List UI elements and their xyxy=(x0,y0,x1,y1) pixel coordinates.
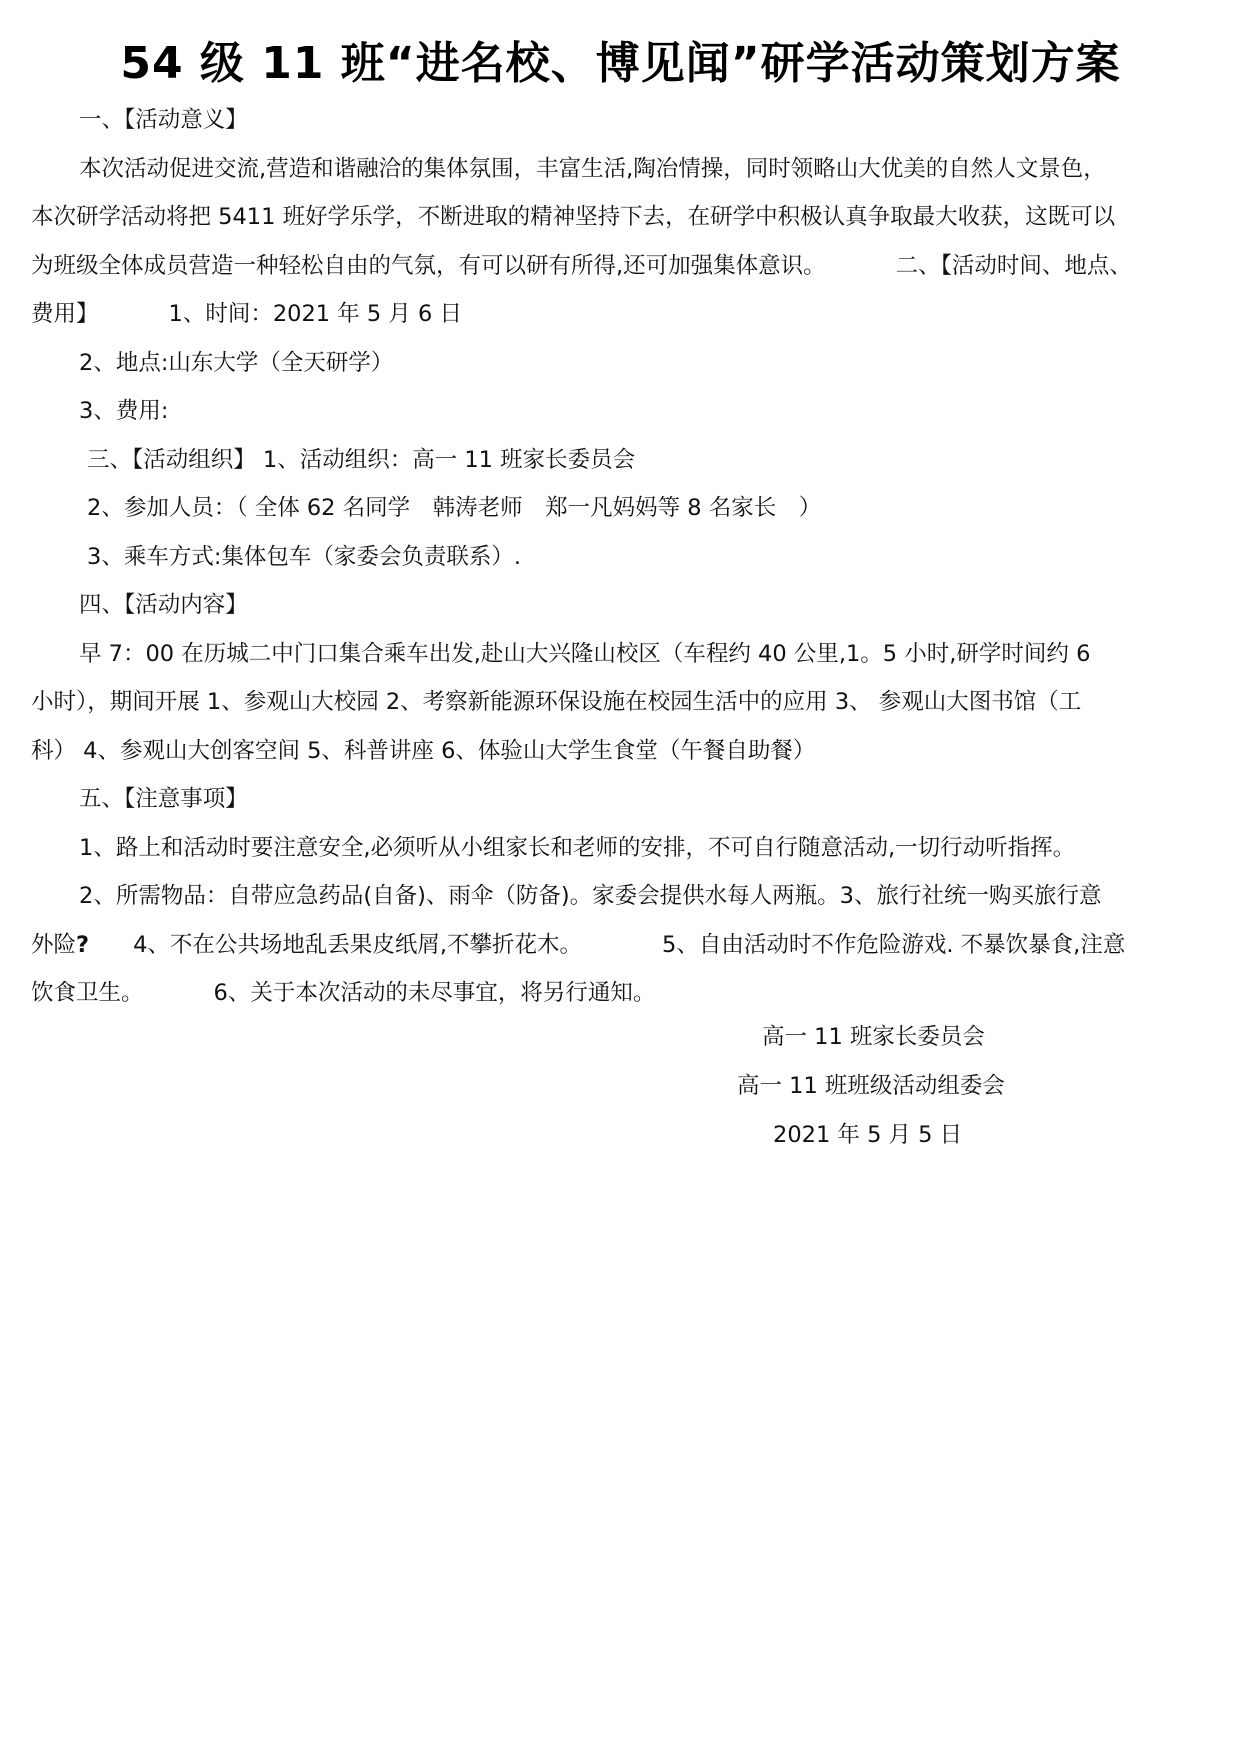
section-heading-cost: 费用】 xyxy=(31,301,99,327)
section-heading-organization: 三、【活动组织】 1、活动组织：高一 11 班家长委员会 xyxy=(87,446,636,473)
note-text: 5、自由活动时不作危险游戏. 不暴饮暴食,注意 xyxy=(662,931,1126,958)
participants-item: 2、参加人员：（ 全体 62 名同学 韩涛老师 郑一凡妈妈等 8 名家长 ） xyxy=(87,495,822,521)
signature-block xyxy=(0,1013,1241,1160)
note-item xyxy=(31,921,1221,970)
section-heading-content: 四、【活动内容】 xyxy=(79,592,248,618)
section-heading-time-place: 二、【活动时间、地点、 xyxy=(895,252,1132,279)
note-text: 饮食卫生。 xyxy=(31,980,144,1006)
paragraph-line: 本次活动促进交流,营造和谐融洽的集体氛围，丰富生活,陶冶情操，同时领略山大优美的自然人文景色， xyxy=(79,155,1106,182)
document-title: 54 级 11 班“进名校、博见闻”研学活动策划方案 xyxy=(120,38,1121,89)
paragraph-line: 小时），期间开展 1、参观山大校园 2、考察新能源环保设施在校园生活中的应用 3、 参观山大图书馆（工 xyxy=(31,689,1082,715)
note-text: 6、关于本次活动的未尽事宜，将另行通知。 xyxy=(213,980,656,1006)
transport-item: 3、乘车方式:集体包车（家委会负责联系）. xyxy=(87,543,522,570)
question-mark: ? xyxy=(76,931,90,958)
signature-date: 2021 年 5 月 5 日 xyxy=(773,1122,963,1148)
section-heading-significance: 一、【活动意义】 xyxy=(79,107,248,133)
paragraph-line: 本次研学活动将把 5411 班好学乐学，不断进取的精神坚持下去，在研学中积极认真争取最大收获，这既可以 xyxy=(31,204,1116,230)
note-item: 1、路上和活动时要注意安全,必须听从小组家长和老师的安排，不可自行随意活动,一切行动听指挥。 xyxy=(79,834,1076,861)
paragraph-line: 科） 4、参观山大创客空间 5、科普讲座 6、体验山大学生食堂（午餐自助餐） xyxy=(31,737,816,764)
paragraph-line: 早 7：00 在历城二中门口集合乘车出发,赴山大兴隆山校区（车程约 40 公里,1。5 小时,研学时间约 6 xyxy=(79,640,1091,667)
signature-org-parents: 高一 11 班家长委员会 xyxy=(762,1024,985,1050)
note-text: 外险 xyxy=(31,931,77,958)
note-item: 2、所需物品：自带应急药品(自备)、雨伞（防备)。家委会提供水每人两瓶。3、旅行社统一购买旅行意 xyxy=(79,883,1102,909)
place-item: 2、地点:山东大学（全天研学） xyxy=(79,349,394,376)
paragraph-text: 为班级全体成员营造一种轻松自由的气氛，有可以研有所得,还可加强集体意识。 xyxy=(31,252,826,279)
note-text: 4、不在公共场地乱丢果皮纸屑,不攀折花木。 xyxy=(133,931,583,958)
cost-item: 3、费用: xyxy=(79,398,169,424)
time-item: 1、时间：2021 年 5 月 6 日 xyxy=(168,301,462,327)
document-body xyxy=(31,96,1221,1018)
section-heading-notes: 五、【注意事项】 xyxy=(79,786,248,812)
paragraph-line xyxy=(31,290,1221,339)
note-item xyxy=(31,969,1221,1018)
paragraph-line xyxy=(31,242,1221,291)
signature-org-committee: 高一 11 班班级活动组委会 xyxy=(737,1073,1005,1099)
